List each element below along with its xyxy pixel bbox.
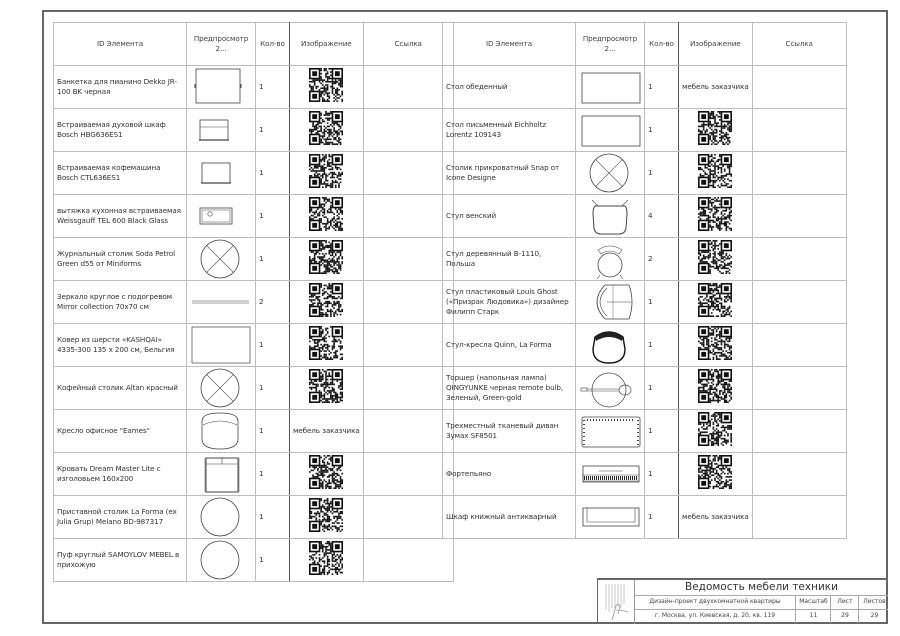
item-image — [679, 152, 753, 195]
table-row — [54, 109, 454, 152]
item-link[interactable] — [752, 324, 846, 367]
table-row — [54, 453, 454, 496]
item-image — [679, 238, 753, 281]
item-name: Зеркало круглое с подогревом Mirror collection 70х70 см — [54, 281, 187, 324]
item-link[interactable] — [363, 453, 453, 496]
oven-icon — [190, 110, 252, 150]
table-row — [443, 152, 847, 195]
item-image — [679, 109, 753, 152]
item-name: Кровать Dream Master Lite с изголовьем 160х200 — [54, 453, 187, 496]
item-name: Кофейный столик Altan красный — [54, 367, 187, 410]
item-qty: 1 — [256, 453, 290, 496]
table-row — [443, 109, 847, 152]
round-table-icon — [190, 497, 252, 537]
item-qty: 1 — [256, 367, 290, 410]
item-link[interactable] — [363, 66, 453, 109]
vienna-chair-icon — [579, 196, 641, 236]
item-link[interactable] — [363, 367, 453, 410]
item-qty: 1 — [256, 238, 290, 281]
item-qty: 1 — [256, 195, 290, 238]
item-name: Торшер (напольная лампа) QINGYUNKE черная remote bulb, Зеленый, Green-gold — [443, 367, 576, 410]
item-name: Банкетка для пианино Dekko JR-100 BK черная — [54, 66, 187, 109]
item-image — [679, 195, 753, 238]
col-header-image: Изображение — [679, 23, 753, 66]
item-image — [290, 195, 364, 238]
table-row — [443, 281, 847, 324]
item-image — [679, 281, 753, 324]
table-row — [443, 66, 847, 109]
table-row — [54, 281, 454, 324]
item-name: Стул венский — [443, 195, 576, 238]
item-preview — [187, 238, 256, 281]
qr-code-icon[interactable] — [698, 111, 732, 147]
coffee-machine-icon — [190, 153, 252, 193]
item-qty: 1 — [645, 152, 679, 195]
item-image — [679, 367, 753, 410]
item-link[interactable] — [752, 66, 846, 109]
item-name: Столик прикроватный Snap от Icone Designe — [443, 152, 576, 195]
item-preview — [187, 66, 256, 109]
table-row — [54, 496, 454, 539]
col-header-link: Ссылка — [363, 23, 453, 66]
qr-code-icon[interactable] — [698, 240, 732, 276]
title-row-project — [635, 595, 888, 610]
item-image — [290, 324, 364, 367]
item-qty: 1 — [256, 152, 290, 195]
bench-icon — [190, 67, 252, 107]
item-qty: 1 — [645, 66, 679, 109]
qr-code-icon[interactable] — [309, 283, 343, 319]
item-image — [290, 496, 364, 539]
item-preview — [576, 281, 645, 324]
ghost-chair-icon — [579, 282, 641, 322]
item-image-note: мебель заказчика — [682, 511, 749, 521]
item-name: Приставной столик La Forma (ex Julia Grup) Melano BD-987317 — [54, 496, 187, 539]
mirror-icon — [190, 282, 252, 322]
piano-icon — [579, 454, 641, 494]
item-qty: 1 — [256, 66, 290, 109]
item-preview — [576, 152, 645, 195]
qr-code-icon[interactable] — [309, 326, 343, 362]
round-table-cross-icon — [190, 368, 252, 408]
col-header-id: ID Элемента — [54, 23, 187, 66]
item-image — [679, 410, 753, 453]
item-image — [679, 324, 753, 367]
item-qty: 1 — [256, 496, 290, 539]
item-preview — [187, 109, 256, 152]
item-qty: 1 — [645, 109, 679, 152]
table-row — [443, 367, 847, 410]
col-header-link: Ссылка — [752, 23, 846, 66]
qr-code-icon[interactable] — [698, 283, 732, 319]
table-row — [443, 453, 847, 496]
item-link[interactable] — [752, 195, 846, 238]
item-link[interactable] — [752, 238, 846, 281]
item-image — [290, 238, 364, 281]
item-link[interactable] — [363, 496, 453, 539]
round-table-icon — [190, 540, 252, 580]
table-row — [54, 195, 454, 238]
round-table-cross-icon — [190, 239, 252, 279]
item-preview — [576, 66, 645, 109]
item-preview — [576, 195, 645, 238]
item-image — [290, 281, 364, 324]
table-row — [54, 367, 454, 410]
item-qty: 1 — [645, 410, 679, 453]
table-row — [443, 496, 847, 539]
qr-code-icon[interactable] — [309, 111, 343, 147]
title-row-address — [635, 609, 888, 623]
sheet-label: Лист — [830, 595, 859, 609]
item-name: Пуф круглый SAMOYLOV MEBEL в прихожую — [54, 539, 187, 582]
item-link[interactable] — [363, 324, 453, 367]
item-image — [679, 496, 753, 539]
item-qty: 2 — [645, 238, 679, 281]
qr-code-icon[interactable] — [698, 412, 732, 448]
item-image — [679, 66, 753, 109]
sheet-value: 29 — [830, 609, 859, 623]
table-row — [443, 324, 847, 367]
item-link[interactable] — [363, 281, 453, 324]
item-qty: 1 — [645, 324, 679, 367]
item-image — [290, 367, 364, 410]
item-qty: 2 — [256, 281, 290, 324]
item-name: Стол обеденный — [443, 66, 576, 109]
header-row — [443, 23, 847, 66]
item-link[interactable] — [363, 195, 453, 238]
item-preview — [576, 367, 645, 410]
header-row — [54, 23, 454, 66]
sheet-title: Ведомость мебели техники — [635, 580, 888, 596]
item-image — [290, 109, 364, 152]
qr-code-icon[interactable] — [309, 498, 343, 534]
item-preview — [187, 539, 256, 582]
qr-code-icon[interactable] — [698, 197, 732, 233]
item-qty: 1 — [645, 281, 679, 324]
item-qty: 1 — [256, 324, 290, 367]
item-link[interactable] — [752, 410, 846, 453]
sheets-value: 29 — [858, 609, 890, 623]
qr-code-icon[interactable] — [309, 240, 343, 276]
furniture-schedule-right — [442, 22, 847, 539]
rug-icon — [190, 325, 252, 365]
item-name: Кресло офисное "Eames" — [54, 410, 187, 453]
item-link[interactable] — [752, 367, 846, 410]
item-name: Стул пластиковый Louis Ghost («Призрак Людовика») дизайнер Филипп Старк — [443, 281, 576, 324]
item-link[interactable] — [363, 152, 453, 195]
qr-code-icon[interactable] — [309, 68, 343, 104]
qr-code-icon[interactable] — [698, 154, 732, 190]
qr-code-icon[interactable] — [309, 154, 343, 190]
item-link[interactable] — [752, 281, 846, 324]
sheets-label: Листов — [858, 595, 890, 609]
item-link[interactable] — [752, 109, 846, 152]
title-block — [597, 578, 888, 624]
item-name: Трехместный тканевый диван Зумах SF8501 — [443, 410, 576, 453]
item-name: Фортепьяно — [443, 453, 576, 496]
item-link[interactable] — [363, 109, 453, 152]
item-image — [679, 453, 753, 496]
qr-code-icon[interactable] — [309, 369, 343, 405]
qr-code-icon[interactable] — [698, 455, 732, 491]
col-header-qty: Кол-во — [645, 23, 679, 66]
item-preview — [187, 152, 256, 195]
qr-code-icon[interactable] — [698, 369, 732, 405]
project-name: Дизайн-проект двухкомнатной квартиры — [649, 598, 781, 605]
qr-code-icon[interactable] — [309, 541, 343, 577]
item-link[interactable] — [752, 496, 846, 539]
item-preview — [187, 453, 256, 496]
item-image — [290, 539, 364, 582]
item-image-note: мебель заказчика — [293, 425, 360, 435]
project-address: г. Москва, ул. Киевская, д. 20, кв. 119 — [654, 612, 776, 619]
item-name: Ковер из шерсти «KASHQAI» 4335-300 135 х 200 см, Бельгия — [54, 324, 187, 367]
item-preview — [576, 238, 645, 281]
item-qty: 1 — [256, 539, 290, 582]
item-name: Стул-кресла Quinn, La Forma — [443, 324, 576, 367]
col-header-qty: Кол-во — [256, 23, 290, 66]
qr-code-icon[interactable] — [309, 455, 343, 491]
table-row — [54, 152, 454, 195]
hood-icon — [190, 196, 252, 236]
office-chair-icon — [190, 411, 252, 451]
rect-table-icon — [579, 67, 641, 107]
col-header-preview: Предпросмотр 2... — [187, 23, 256, 66]
scale-label: Масштаб — [795, 595, 831, 609]
wood-chair-icon — [579, 239, 641, 279]
quinn-chair-icon — [579, 325, 641, 365]
floor-lamp-icon — [579, 368, 641, 408]
col-header-id: ID Элемента — [443, 23, 576, 66]
item-preview — [576, 109, 645, 152]
item-preview — [576, 496, 645, 539]
item-name: Встраиваемая кофемашина Bosch CTL636ES1 — [54, 152, 187, 195]
table-row — [443, 410, 847, 453]
table-row — [54, 410, 454, 453]
item-qty: 1 — [645, 496, 679, 539]
table-row — [443, 238, 847, 281]
item-image-note: мебель заказчика — [682, 81, 749, 91]
col-header-preview: Предпросмотр 2... — [576, 23, 645, 66]
table-row — [443, 195, 847, 238]
item-link[interactable] — [363, 539, 453, 582]
item-image — [290, 410, 364, 453]
furniture-schedule-left — [53, 22, 454, 582]
bookcase-icon — [579, 497, 641, 537]
col-header-image: Изображение — [290, 23, 364, 66]
item-name: Встраиваемая духовой шкаф Bosch HBG636ES1 — [54, 109, 187, 152]
item-link[interactable] — [752, 152, 846, 195]
item-link[interactable] — [363, 410, 453, 453]
item-name: Стул деревянный В-1110, Польша — [443, 238, 576, 281]
scale-value: 11 — [795, 609, 831, 623]
rect-table-icon — [579, 110, 641, 150]
sofa-icon — [579, 411, 641, 451]
item-preview — [187, 410, 256, 453]
item-qty: 1 — [256, 410, 290, 453]
item-preview — [576, 324, 645, 367]
table-row — [54, 66, 454, 109]
round-table-cross-icon — [579, 153, 641, 193]
table-row — [54, 539, 454, 582]
item-name: вытяжка кухонная встраиваемая Weissgauff TEL 600 Black Glass — [54, 195, 187, 238]
studio-logo — [598, 580, 635, 624]
item-image — [290, 453, 364, 496]
item-qty: 4 — [645, 195, 679, 238]
item-name: Журнальный столик Soda Petrol Green d55 от Miniforms — [54, 238, 187, 281]
item-preview — [187, 195, 256, 238]
qr-code-icon[interactable] — [698, 326, 732, 362]
item-preview — [187, 367, 256, 410]
item-qty: 1 — [645, 453, 679, 496]
item-preview — [576, 410, 645, 453]
item-image — [290, 152, 364, 195]
qr-code-icon[interactable] — [309, 197, 343, 233]
item-preview — [576, 453, 645, 496]
item-link[interactable] — [363, 238, 453, 281]
item-qty: 1 — [645, 367, 679, 410]
item-preview — [187, 324, 256, 367]
table-row — [54, 324, 454, 367]
bed-icon — [190, 454, 252, 494]
item-preview — [187, 496, 256, 539]
item-image — [290, 66, 364, 109]
item-name: Шкаф книжный антикварный — [443, 496, 576, 539]
item-name: Стол письменный Eichholtz Lorentz 109143 — [443, 109, 576, 152]
item-link[interactable] — [752, 453, 846, 496]
table-row — [54, 238, 454, 281]
item-qty: 1 — [256, 109, 290, 152]
item-preview — [187, 281, 256, 324]
